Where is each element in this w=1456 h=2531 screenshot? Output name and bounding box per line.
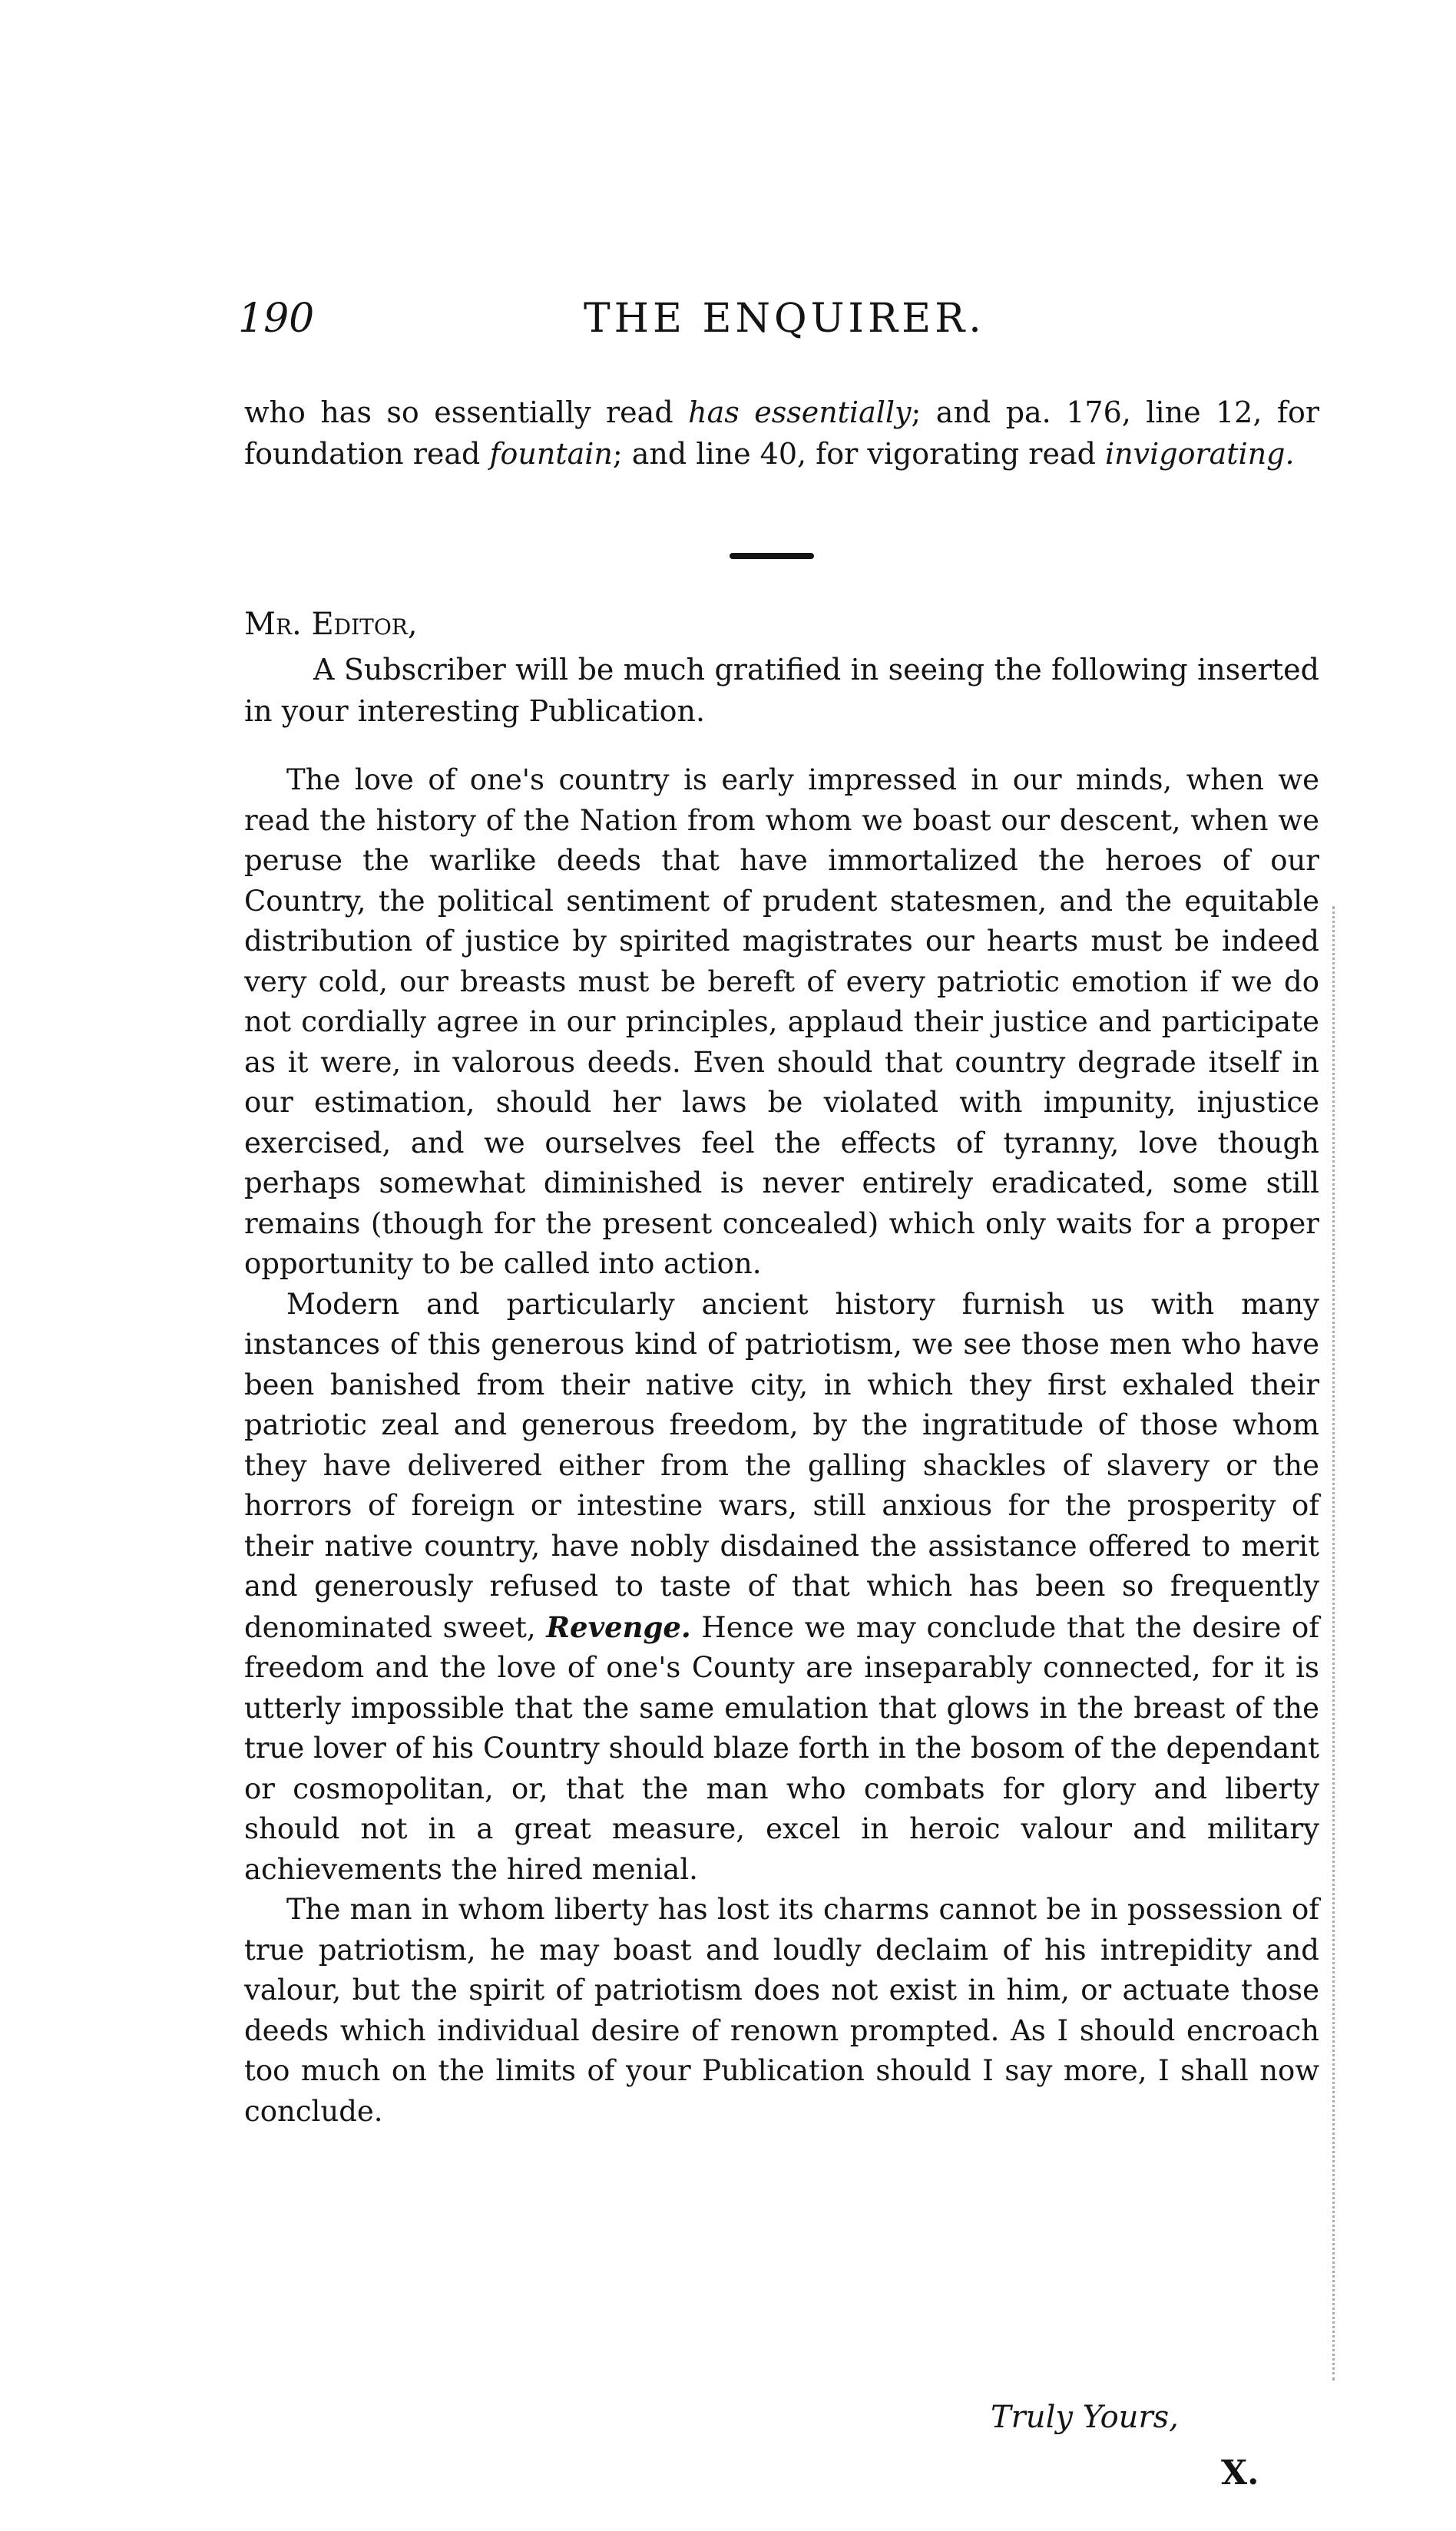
paragraph-text: Hence we may conclude that the desire of freedom and the love of one's County are inseparably connected, for it is utterly impossible that the same emulation that glows in the breast of the true lover of his Country should blaze forth in the bosom of the dependant or cosmopolitan, or, that the man who combats for glory and liberty should not in a great measure, excel in heroic valour and military achievements the hired menial. bbox=[244, 1610, 1319, 1886]
letter-body bbox=[244, 760, 1319, 2132]
signature: X. bbox=[1221, 2453, 1259, 2493]
letter-paragraph: The man in whom liberty has lost its charms cannot be in possession of true patriotism, he may boast and loudly declaim of his intrepidity and valour, but the spirit of patriotism does not exist in him, or actuate those deeds which individual desire of renown prompted. As I should encroach too much on the limits of your Publication should I say more, I shall now conclude. bbox=[244, 1893, 1319, 2128]
intro-paragraph: A Subscriber will be much gratified in seeing the following inserted in your interesting Publication. bbox=[244, 653, 1319, 728]
errata-note bbox=[244, 392, 1319, 475]
letter-paragraph: The love of one's country is early impressed in our minds, when we read the history of the Nation from whom we boast our descent, when we peruse the warlike deeds that have immortalized the heroes of our Country, the political sentiment of prudent statesmen, and the equitable distribution of justice by spirited magistrates our hearts must be indeed very cold, our breasts must be bereft of every patriotic emotion if we do not cordially agree in our principles, applaud their justice and participate as it were, in valorous deeds. Even should that country degrade itself in our estimation, should her laws be violated with impunity, injustice exercised, and we ourselves feel the effects of tyranny, love though perhaps somewhat diminished is never entirely eradicated, some still remains (though for the present concealed) which only waits for a proper opportunity to be called into action. bbox=[244, 763, 1319, 1280]
errata-correction: invigorating. bbox=[1105, 437, 1295, 471]
errata-text: ; and pa. 176, line 12, for foundation read bbox=[244, 395, 1320, 471]
errata-correction: has essentially bbox=[688, 395, 912, 429]
errata-text: who has so essentially read bbox=[244, 395, 689, 429]
section-divider bbox=[730, 553, 814, 559]
binding-edge-marks bbox=[1332, 906, 1338, 2380]
page-number: 190 bbox=[238, 296, 315, 342]
salutation: Mr. Editor, bbox=[244, 607, 418, 642]
letter-paragraph bbox=[244, 1285, 1319, 1891]
errata-correction: fountain bbox=[489, 437, 613, 471]
emphasized-word: Revenge. bbox=[546, 1610, 691, 1644]
page-header bbox=[238, 296, 1298, 349]
closing-line: Truly Yours, bbox=[991, 2400, 1179, 2435]
running-head: THE ENQUIRER. bbox=[584, 296, 985, 342]
paragraph-text: Modern and particularly ancient history furnish us with many instances of this generous kind of patriotism, we see those men who have been banished from their native city, in which they first exhaled their patriotic zeal and generous freedom, by the ingratitude of those whom they have delivered either from the galling shackles of slavery or the horrors of foreign or intestine wars, still anxious for the prosperity of their native country, have nobly disdained the assistance offered to merit and generously refused to taste of that which has been so frequently denominated sweet, bbox=[244, 1287, 1319, 1644]
errata-text: ; and line 40, for vigorating read bbox=[612, 437, 1106, 471]
